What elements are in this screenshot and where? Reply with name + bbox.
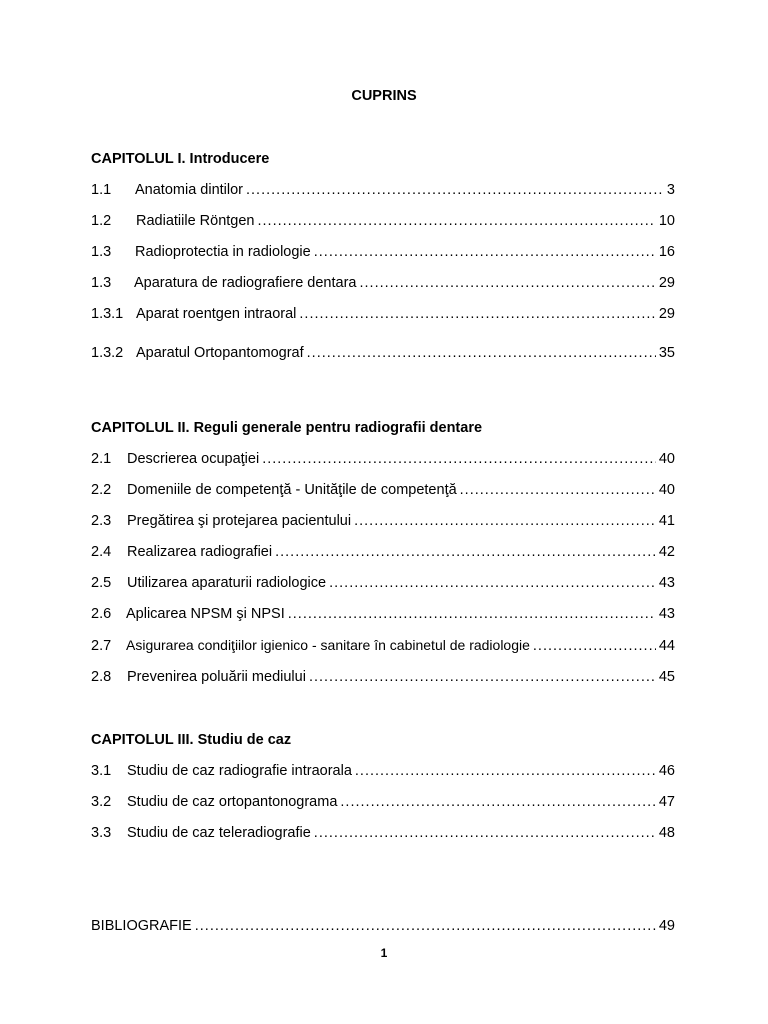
dot-leader [340,794,655,810]
entry-number: 3.2 [91,794,112,810]
dot-leader [258,213,656,229]
dot-leader [314,244,656,260]
dot-leader [275,544,656,560]
entry-page: 46 [658,763,675,779]
entry-number: 3.1 [91,763,112,779]
dot-leader [355,763,656,779]
entry-page: 45 [658,669,675,685]
chapter-2-heading: CAPITOLUL II. Reguli generale pentru radiografii dentare [91,420,483,436]
entry-page: 44 [658,638,675,654]
entry-page: 29 [658,306,675,322]
entry-title: Prevenirea poluării mediului [127,669,306,685]
entry-number: 2.8 [91,669,112,685]
entry-title: Anatomia dintilor [135,182,243,198]
entry-title: Descrierea ocupaţiei [127,451,260,467]
entry-page: 16 [658,244,675,260]
toc-entry [91,513,675,533]
dot-leader [288,606,656,622]
entry-number: 2.4 [91,544,112,560]
toc-entry [91,275,675,295]
toc-entry [91,575,675,595]
entry-title: BIBLIOGRAFIE [91,918,192,934]
dot-leader [307,345,656,361]
entry-page: 3 [666,182,675,198]
toc-entry [91,451,675,471]
entry-number: 1.3 [91,275,112,291]
chapter-1-heading: CAPITOLUL I. Introducere [91,151,270,167]
entry-title: Asigurarea condiţiilor igienico - sanitare în cabinetul de radiologie [126,637,530,653]
entry-number: 2.2 [91,482,112,498]
toc-entry [91,794,675,814]
dot-leader [262,451,656,467]
toc-entry [91,544,675,564]
entry-page: 41 [658,513,675,529]
toc-entry [91,669,675,689]
entry-title: Pregătirea şi protejarea pacientului [127,513,352,529]
toc-entry [91,763,675,783]
dot-leader [329,575,656,591]
entry-number: 1.2 [91,213,112,229]
toc-entry [91,244,675,264]
toc-entry [91,606,675,626]
toc-entry [91,345,675,365]
entry-number: 2.7 [91,638,112,654]
toc-entry [91,182,675,202]
entry-number: 3.3 [91,825,112,841]
toc-entry [91,306,675,326]
entry-page: 47 [658,794,675,810]
entry-number: 1.3.1 [91,306,124,322]
entry-number: 2.3 [91,513,112,529]
entry-number: 1.3.2 [91,345,124,361]
entry-page: 49 [658,918,675,934]
toc-entry [91,482,675,502]
toc-title: CUPRINS [351,88,417,104]
dot-leader [354,513,656,529]
entry-page: 10 [658,213,675,229]
entry-number: 2.1 [91,451,112,467]
entry-title: Aplicarea NPSM şi NPSI [126,606,285,622]
entry-number: 2.5 [91,575,112,591]
chapter-3-heading: CAPITOLUL III. Studiu de caz [91,732,292,748]
entry-page: 43 [658,575,675,591]
dot-leader [314,825,656,841]
entry-title: Studiu de caz ortopantonograma [127,794,338,810]
entry-page: 29 [658,275,675,291]
toc-entry [91,825,675,845]
entry-title: Aparatul Ortopantomograf [136,345,304,361]
dot-leader [195,918,656,934]
entry-page: 40 [658,451,675,467]
entry-title: Studiu de caz radiografie intraorala [127,763,352,779]
toc-entry-bibliography [91,918,675,938]
toc-entry [91,213,675,233]
entry-number: 2.6 [91,606,112,622]
dot-leader [246,182,664,198]
entry-number: 1.1 [91,182,112,198]
dot-leader [309,669,656,685]
entry-title: Utilizarea aparaturii radiologice [127,575,327,591]
entry-title: Realizarea radiografiei [127,544,273,560]
entry-title: Domeniile de competenţă - Unităţile de competenţă [127,482,457,498]
dot-leader [533,638,656,654]
entry-page: 35 [658,345,675,361]
entry-page: 43 [658,606,675,622]
entry-number: 1.3 [91,244,112,260]
dot-leader [359,275,655,291]
entry-page: 42 [658,544,675,560]
toc-entry [91,637,675,657]
page-number: 1 [380,946,388,960]
entry-title: Radioprotectia in radiologie [135,244,311,260]
dot-leader [460,482,656,498]
dot-leader [299,306,655,322]
entry-page: 48 [658,825,675,841]
entry-page: 40 [658,482,675,498]
entry-title: Radiatiile Röntgen [136,213,255,229]
entry-title: Aparatura de radiografiere dentara [134,275,357,291]
entry-title: Studiu de caz teleradiografie [127,825,311,841]
entry-title: Aparat roentgen intraoral [136,306,297,322]
